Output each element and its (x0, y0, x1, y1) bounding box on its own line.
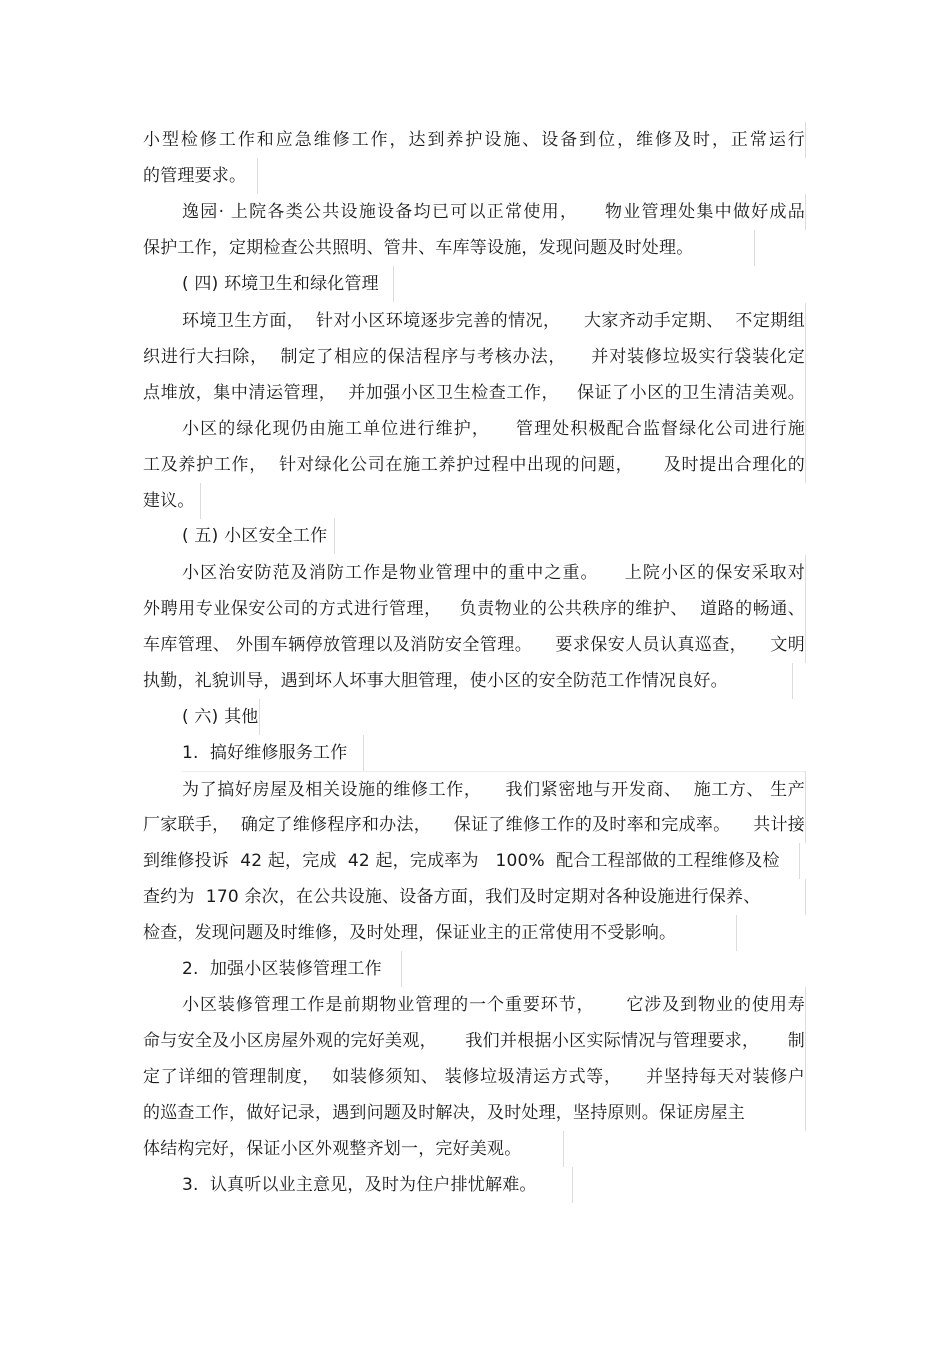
subsection-heading: 2. 加强小区装修管理工作 (182, 951, 402, 987)
body-text-line: 定了详细的管理制度， 如装修须知、 装修垃圾清运方式等， 并坚持每天对装修户 (143, 1059, 806, 1095)
body-text-line: 建议。 (143, 483, 201, 519)
body-text-line: 到维修投诉 42 起，完成 42 起，完成率为 100% 配合工程部做的工程维修及检 (143, 843, 800, 879)
body-text-line: 小区的绿化现仍由施工单位进行维护， 管理处积极配合监督绿化公司进行施 (182, 411, 806, 447)
body-text-line: 工及养护工作， 针对绿化公司在施工养护过程中出现的问题， 及时提出合理化的 (143, 447, 806, 483)
section-heading: ( 四) 环境卫生和绿化管理 (182, 266, 394, 302)
body-text-line: 车库管理、 外围车辆停放管理以及消防安全管理。 要求保安人员认真巡查， 文明 (143, 627, 806, 663)
subsection-heading: 1. 搞好维修服务工作 (182, 735, 364, 771)
body-text-line: 命与安全及小区房屋外观的完好美观， 我们并根据小区实际情况与管理要求， 制 (143, 1023, 806, 1059)
subsection-heading: 3. 认真听以业主意见，及时为住户排忧解难。 (182, 1167, 573, 1203)
body-text-line: 外聘用专业保安公司的方式进行管理， 负责物业的公共秩序的维护、 道路的畅通、 (143, 591, 806, 627)
body-text-line: 织进行大扫除， 制定了相应的保洁程序与考核办法， 并对装修垃圾实行袋装化定 (143, 339, 806, 375)
body-text-line: 小区治安防范及消防工作是物业管理中的重中之重。 上院小区的保安采取对 (182, 555, 806, 591)
body-text-line: 查约为 170 余次，在公共设施、设备方面，我们及时定期对各种设施进行保养、 (143, 879, 806, 915)
body-text-line: 执勤，礼貌训导，遇到坏人坏事大胆管理，使小区的安全防范工作情况良好。 (143, 663, 793, 699)
body-text-line: 的巡查工作，做好记录，遇到问题及时解决，及时处理，坚持原则。保证房屋主 (143, 1095, 806, 1131)
body-text-line: 体结构完好，保证小区外观整齐划一，完好美观。 (143, 1131, 564, 1167)
body-text-line: 的管理要求。 (143, 158, 258, 194)
body-text-line: 为了搞好房屋及相关设施的维修工作， 我们紧密地与开发商、 施工方、 生产 (182, 771, 806, 807)
body-text-line: 检查，发现问题及时维修，及时处理，保证业主的正常使用不受影响。 (143, 915, 737, 951)
body-text-line: 厂家联手， 确定了维修程序和办法， 保证了维修工作的及时率和完成率。 共计接 (143, 807, 806, 843)
body-text-line: 环境卫生方面， 针对小区环境逐步完善的情况， 大家齐动手定期、 不定期组 (182, 303, 806, 339)
body-text-line: 点堆放，集中清运管理， 并加强小区卫生检查工作， 保证了小区的卫生清洁美观。 (143, 375, 806, 411)
body-text-line: 逸园· 上院各类公共设施设备均已可以正常使用， 物业管理处集中做好成品 (182, 194, 806, 230)
section-heading: ( 六) 其他 (182, 699, 260, 735)
body-text-line: 小型检修工作和应急维修工作，达到养护设施、设备到位，维修及时，正常运行 (143, 122, 806, 158)
body-text-line: 小区装修管理工作是前期物业管理的一个重要环节， 它涉及到物业的使用寿 (182, 987, 806, 1023)
body-text-line: 保护工作，定期检查公共照明、管井、车库等设施，发现问题及时处理。 (143, 230, 755, 266)
section-heading: ( 五) 小区安全工作 (182, 518, 335, 554)
